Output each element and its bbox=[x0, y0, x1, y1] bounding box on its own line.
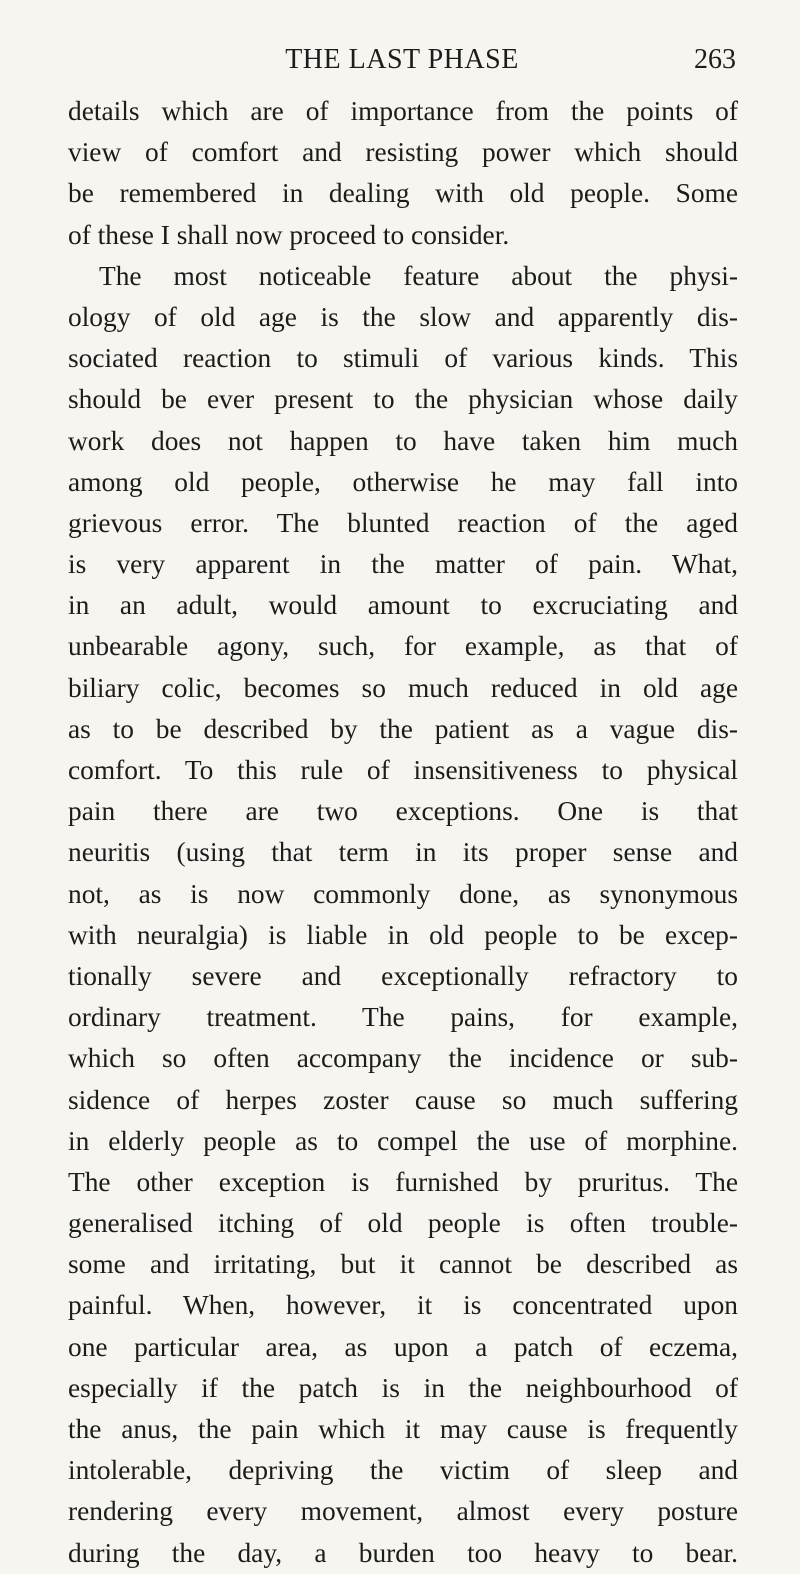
text-line: sociated reaction to stimuli of various kinds. This bbox=[68, 343, 738, 374]
text-line: which so often accompany the incidence or sub- bbox=[68, 1043, 738, 1074]
text-line: grievous error. The blunted reaction of the aged bbox=[68, 507, 738, 538]
paragraph-end-line: of these I shall now proceed to consider. bbox=[68, 219, 510, 250]
text-line: in an adult, would amount to excruciating and bbox=[68, 590, 738, 621]
text-line: the anus, the pain which it may cause is frequently bbox=[68, 1414, 738, 1444]
text-line: biliary colic, becomes so much reduced in old age bbox=[68, 672, 738, 703]
text-line: tionally severe and exceptionally refractory to bbox=[68, 960, 738, 991]
text-line: some and irritating, but it cannot be described as bbox=[68, 1249, 738, 1280]
running-title: THE LAST PHASE bbox=[285, 44, 519, 75]
text-line: in elderly people as to compel the use of morphine. bbox=[68, 1125, 738, 1156]
text-line: should be ever present to the physician whose daily bbox=[68, 384, 738, 415]
running-header bbox=[68, 42, 736, 78]
text-line: generalised itching of old people is often trouble- bbox=[68, 1208, 738, 1239]
text-line: pain there are two exceptions. One is that bbox=[68, 796, 738, 827]
text-line: not, as is now commonly done, as synonymous bbox=[68, 878, 738, 909]
text-line: comfort. To this rule of insensitiveness to physical bbox=[68, 755, 738, 785]
text-line: painful. When, however, it is concentrated upon bbox=[68, 1290, 738, 1321]
text-line: ology of old age is the slow and apparently dis- bbox=[68, 301, 738, 332]
text-line: be remembered in dealing with old people. Some bbox=[68, 178, 738, 209]
text-line: details which are of importance from the points of bbox=[68, 96, 738, 126]
text-line: with neuralgia) is liable in old people to be excep- bbox=[68, 919, 738, 950]
page-number: 263 bbox=[694, 44, 736, 75]
text-line: The other exception is furnished by pruritus. The bbox=[68, 1166, 738, 1197]
text-line: unbearable agony, such, for example, as that of bbox=[68, 631, 738, 662]
text-line: work does not happen to have taken him much bbox=[68, 425, 738, 456]
text-line: one particular area, as upon a patch of eczema, bbox=[68, 1331, 738, 1362]
text-line: view of comfort and resisting power which should bbox=[68, 137, 738, 168]
text-line: sidence of herpes zoster cause so much suffering bbox=[68, 1084, 738, 1115]
text-line: among old people, otherwise he may fall into bbox=[68, 466, 738, 497]
text-line: intolerable, depriving the victim of sleep and bbox=[68, 1455, 738, 1486]
text-line: especially if the patch is in the neighbourhood of bbox=[68, 1372, 738, 1403]
text-line: is very apparent in the matter of pain. What, bbox=[68, 549, 738, 580]
text-line: as to be described by the patient as a vague dis- bbox=[68, 713, 738, 744]
text-line: neuritis (using that term in its proper sense and bbox=[68, 837, 738, 868]
text-line: ordinary treatment. The pains, for example, bbox=[68, 1002, 738, 1033]
paragraph-start-line: The most noticeable feature about the physi- bbox=[99, 260, 738, 291]
text-line: rendering every movement, almost every posture bbox=[68, 1496, 738, 1527]
text-line: during the day, a burden too heavy to bear. bbox=[68, 1537, 738, 1568]
body-text bbox=[68, 91, 738, 1574]
